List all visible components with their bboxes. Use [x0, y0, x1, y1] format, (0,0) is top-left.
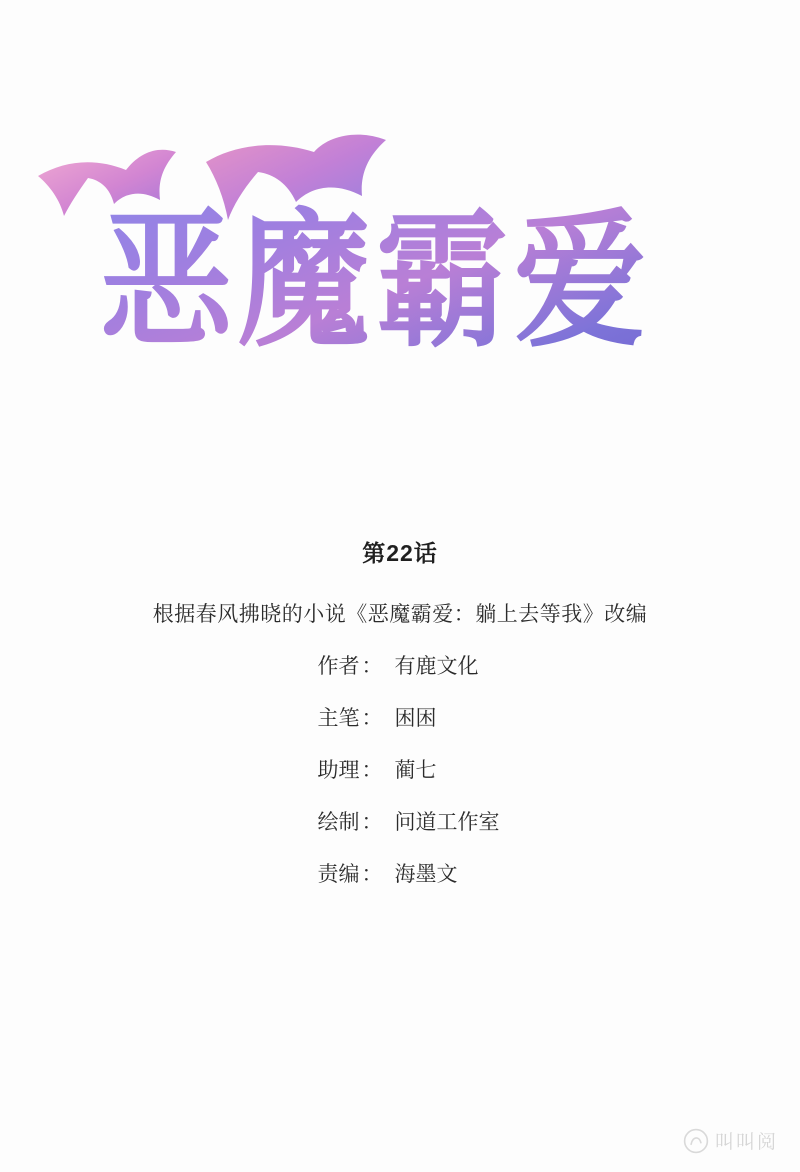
credit-role: 绘制: [317, 811, 360, 834]
credit-value: 海墨文: [394, 863, 458, 886]
credit-row: [0, 650, 800, 680]
credit-separator: ：: [361, 707, 383, 730]
watermark-logo-icon: [683, 1128, 709, 1154]
adaptation-note: 根据春风拂晓的小说《恶魔霸爱：躺上去等我》改编: [152, 603, 648, 626]
credit-role: 主笔: [317, 707, 360, 730]
credit-separator: ：: [361, 811, 383, 834]
watermark: [683, 1127, 778, 1154]
credit-row: [0, 702, 800, 732]
credits-block: [0, 535, 800, 910]
credit-role: 助理: [317, 759, 360, 782]
chapter-number: 第22话: [362, 540, 438, 566]
credit-value: 蔺七: [394, 759, 437, 782]
credit-row: [0, 806, 800, 836]
credit-row: [0, 858, 800, 888]
credit-value: 有鹿文化: [394, 655, 479, 678]
credit-value: 困困: [394, 707, 437, 730]
credit-role: 责编: [317, 863, 360, 886]
series-title: 恶魔霸爱: [100, 190, 720, 375]
credit-separator: ：: [361, 863, 383, 886]
credit-value: 问道工作室: [394, 811, 500, 834]
credit-separator: ：: [361, 655, 383, 678]
title-logo: [0, 110, 800, 430]
watermark-text: 叫叫阅: [714, 1132, 778, 1153]
credit-role: 作者: [317, 655, 360, 678]
credit-row: [0, 754, 800, 784]
credit-separator: ：: [361, 759, 383, 782]
